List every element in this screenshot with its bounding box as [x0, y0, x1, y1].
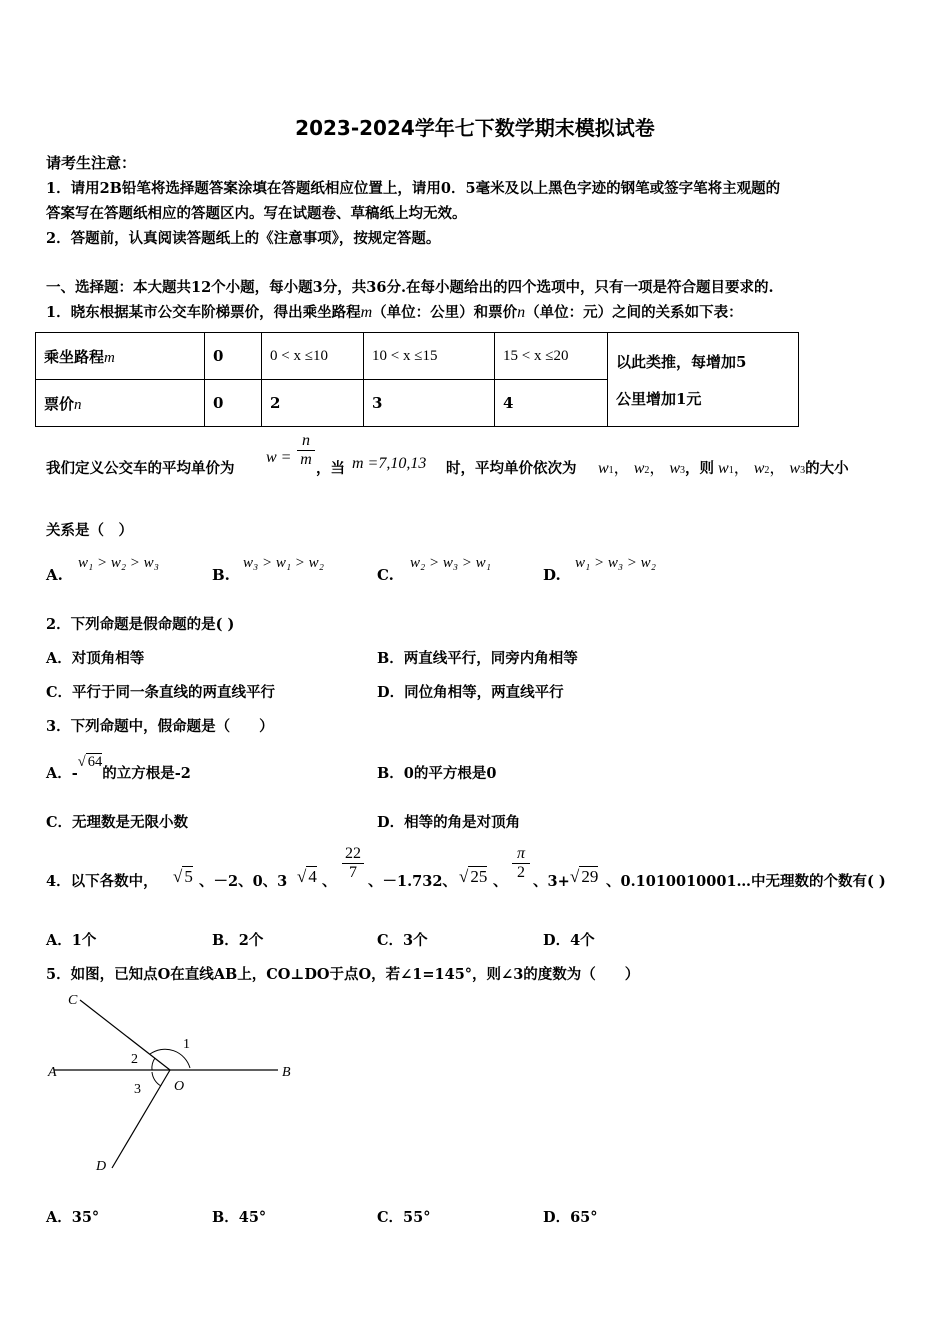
def-rest: 时，平均单价依次为 [446, 460, 577, 477]
notice-item1-line2: 答案写在答题纸相应的答题区内。写在试题卷、草稿纸上均无效。 [46, 205, 467, 222]
q4-stem-start: 4．以下各数中， [46, 873, 158, 890]
q2-stem: 2．下列命题是假命题的是( ) [46, 616, 235, 633]
label-angle-2: 2 [131, 1052, 138, 1067]
row1-header: 乘坐路程m [36, 333, 205, 380]
q5-stem: 5．如图，已知点O在直线AB上，CO⊥DO于点O，若∠1=145°，则∠3的度数为（ ） [46, 966, 640, 983]
label-a: A [48, 1065, 57, 1080]
def-mvals: m =7,10,13 [352, 455, 427, 472]
label-angle-3: 3 [134, 1082, 141, 1097]
q1-def-text: 我们定义公交车的平均单价为 [46, 460, 235, 477]
q1-option-d-label: D. [543, 566, 561, 584]
label-angle-1: 1 [183, 1037, 190, 1052]
q2-option-c: C．平行于同一条直线的两直线平行 [46, 684, 276, 701]
fare-table [35, 332, 799, 427]
q2-option-b: B．两直线平行，同旁内角相等 [377, 650, 578, 667]
q1-option-a-label: A. [46, 566, 63, 584]
q5-option-c: C．55° [377, 1209, 431, 1226]
sqrt-5: √ 5 [173, 867, 193, 886]
q3-option-c: C．无理数是无限小数 [46, 814, 189, 831]
price-cell-3: 3 [364, 380, 495, 427]
label-o: O [174, 1079, 185, 1094]
notice-item2: 2．答题前，认真阅读答题纸上的《注意事项》，按规定答题。 [46, 230, 441, 247]
q4-seg3: 、－1.732、 [368, 873, 457, 890]
arc-angle-3 [152, 1072, 161, 1086]
q1-option-b-label: B. [212, 566, 230, 584]
row2-header: 票价n [36, 380, 205, 427]
q4-seg6: 、0.1010010001…中无理数的个数有( ) [606, 873, 886, 890]
q1-stem: 1．晓东根据某市公交车阶梯票价，得出乘坐路程m（单位：公里）和票价n（单位：元）之间的关系如下表： [46, 304, 743, 321]
arc-angle-2 [152, 1058, 155, 1070]
range-cell-1: 0 [205, 333, 262, 380]
table-note: 以此类推，每增加5 公里增加1元 [608, 333, 799, 427]
q4-option-d: D．4个 [543, 932, 595, 949]
ray-od [112, 1070, 170, 1168]
q4-option-a: A．1个 [46, 932, 97, 949]
label-d: D [96, 1159, 107, 1174]
w-sequence: w1， w2， w3，则 w1， w2， w3的大小 [598, 460, 849, 477]
def-w: w = [266, 449, 292, 466]
price-cell-1: 0 [205, 380, 262, 427]
fraction-pi-2: $\frac{\pi}{2}$ [512, 845, 530, 882]
section-heading: 一、选择题：本大题共12个小题，每小题3分，共36分.在每小题给出的四个选项中，只有一项是符合题目要求的. [46, 279, 774, 296]
q4-seg1: 、－2、0、3 [199, 873, 288, 890]
q1-option-a: w₁ > w₂ > w₃ [78, 555, 159, 571]
sqrt-25: √ 25 [459, 867, 488, 886]
angle-figure [40, 988, 310, 1178]
notice-heading: 请考生注意： [46, 154, 137, 172]
q4-seg2: 、 [322, 873, 337, 890]
q4-seg4: 、 [493, 873, 508, 890]
q4-option-b: B．2个 [212, 932, 264, 949]
q2-option-a: A．对顶角相等 [46, 650, 145, 667]
page-title: 2023-2024学年七下数学期末模拟试卷 [295, 116, 655, 140]
label-c: C [68, 993, 78, 1008]
q5-option-b: B．45° [212, 1209, 267, 1226]
def-fraction: $\frac{n}{m}$ [297, 432, 315, 469]
q4-option-c: C．3个 [377, 932, 428, 949]
price-cell-4: 4 [495, 380, 608, 427]
sqrt-29: √ 29 [570, 867, 599, 886]
q1-option-b: w₃ > w₁ > w₂ [243, 555, 324, 571]
q4-seg5: 、3+ [533, 873, 570, 890]
q5-option-a: A．35° [46, 1209, 100, 1226]
q5-option-d: D．65° [543, 1209, 598, 1226]
q3-option-d: D．相等的角是对顶角 [377, 814, 521, 831]
notice-item1-line1: 1．请用2B铅笔将选择题答案涂填在答题纸相应位置上，请用0．5毫米及以上黑色字迹的钢笔或签字笔将主观题的 [46, 180, 781, 197]
q1-option-c: w₂ > w₃ > w₁ [410, 555, 491, 571]
ray-oc [80, 1000, 170, 1070]
sqrt-4: √ 4 [297, 867, 317, 886]
label-b: B [282, 1065, 291, 1080]
q3-option-a: A．-√ 64的立方根是-2 [46, 754, 191, 782]
fraction-22-7: $\frac{22}{7}$ [342, 845, 364, 882]
def-when: ，当 [316, 460, 345, 477]
q3-stem: 3．下列命题中，假命题是（ ） [46, 718, 274, 735]
q1-option-d: w₁ > w₃ > w₂ [575, 555, 656, 571]
q3-option-b: B．0的平方根是0 [377, 765, 497, 782]
q1-relation: 关系是（ ） [46, 522, 133, 539]
range-cell-4: 15 < x ≤20 [495, 333, 608, 380]
range-cell-2: 0 < x ≤10 [262, 333, 364, 380]
range-cell-3: 10 < x ≤15 [364, 333, 495, 380]
price-cell-2: 2 [262, 380, 364, 427]
q1-option-c-label: C. [377, 566, 394, 584]
q2-option-d: D．同位角相等，两直线平行 [377, 684, 564, 701]
